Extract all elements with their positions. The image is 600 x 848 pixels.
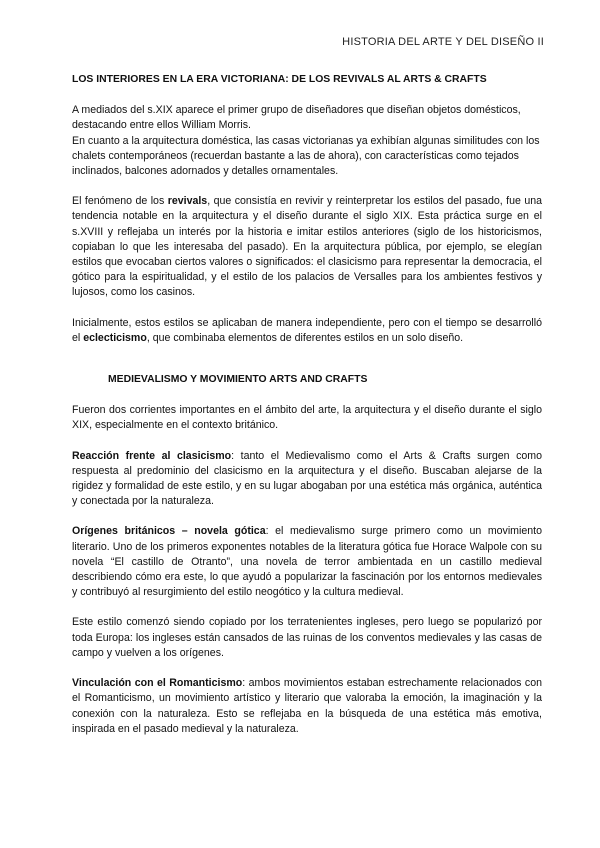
bold-term-revivals: revivals — [167, 195, 208, 208]
running-header: HISTORIA DEL ARTE Y DEL DISEÑO II — [342, 36, 544, 48]
paragraph-revivals — [72, 194, 542, 300]
text-run: , que combinaba elementos de diferentes estilos en un solo diseño. — [146, 331, 464, 344]
text-run: : ambos movimientos estaban estrechamente relacionados con el Romanticismo, un movimiento artístico y literario que valoraba la emoción, la imaginación y la conexión con la naturaleza. Esto se reflejaba en la búsqueda de una estética más emotiva, inspirada en el pasado medieval y la naturaleza. — [72, 677, 542, 735]
section-heading-medievalism: MEDIEVALISMO Y MOVIMIENTO ARTS AND CRAFTS — [108, 374, 368, 386]
document-body — [72, 64, 542, 752]
bold-term-eclecticismo: eclecticismo — [83, 331, 147, 344]
text-run: El fenómeno de los — [72, 195, 168, 208]
paragraph-medievalism-intro: Fueron dos corrientes importantes en el ámbito del arte, la arquitectura y el diseño durante el siglo XIX, especialmente en el contexto británico. — [72, 404, 542, 432]
bold-term-reaccion: Reacción frente al clasicismo — [72, 449, 232, 462]
text-run: , que consistía en revivir y reinterpretar los estilos del pasado, fue una tendencia notable en la arquitectura y el diseño durante el siglo XIX. Esta práctica surge en el s.XVIII y reflejaba un interés por la historia e imitar estilos anteriores (siglo de los historicismos, copiaban lo que les interesaba del pasado). En la arquitectura pública, por ejemplo, se elegían estilos que evocaban ciertos valores o significados: el clasicismo para representar la democracia, el gótico para la espiritualidad, y el estilo de los palacios de Versalles para los ambientes festivos y lujosos, como los casinos. — [72, 195, 542, 299]
text-run: Inicialmente, estos estilos se aplicaban de manera independiente, pero con el tiempo se desarrolló el — [72, 316, 542, 344]
paragraph-vinculacion-romanticismo — [72, 676, 542, 737]
paragraph-reaccion-clasicismo — [72, 449, 542, 510]
text-run: : el medievalismo surge primero como un movimiento literario. Uno de los primeros exponentes notables de la literatura gótica fue Horace Walpole con su novela “El castillo de Otranto”, una novela de terror ambientada en un castillo medieval describiendo cómo era este, lo que ayudó a popularizar la fascinación por los entornos medievales y contribuyó al resurgimiento del estilo neogótico y la cultura medieval. — [72, 525, 542, 599]
paragraph-estilo-europa: Este estilo comenzó siendo copiado por los terratenientes ingleses, pero luego se popularizó por toda Europa: los ingleses están cansados de las ruinas de los conventos medievales y las casas de campo y vuelven a los orígenes. — [72, 616, 542, 659]
paragraph-origenes-britanicos — [72, 524, 542, 600]
bold-term-origenes: Orígenes británicos – novela gótica — [72, 525, 266, 538]
text-run: : tanto el Medievalismo como el Arts & Crafts surgen como respuesta al predominio del clasicismo en la arquitectura y el diseño. Buscaban alejarse de la rigidez y formalidad de este estilo, y en su lugar abogaban por una estética más orgánica, auténtica y conectada por la naturaleza. — [72, 449, 542, 508]
paragraph-domestic-architecture: En cuanto a la arquitectura doméstica, las casas victorianas ya exhibían algunas similitudes con los chalets contemporáneos (recuerdan bastante a las de ahora), con características como tejados inclinados, balcones adornados y detalles ornamentales. — [72, 134, 540, 178]
paragraph-designers-intro: A mediados del s.XIX aparece el primer grupo de diseñadores que diseñan objetos domésticos, destacando entre ellos William Morris. — [72, 104, 521, 132]
paragraph-eclecticism — [72, 316, 542, 346]
section-heading-victorian-interiors: LOS INTERIORES EN LA ERA VICTORIANA: DE LOS REVIVALS AL ARTS & CRAFTS — [72, 74, 487, 85]
bold-term-vinculacion: Vinculación con el Romanticismo — [72, 677, 243, 690]
